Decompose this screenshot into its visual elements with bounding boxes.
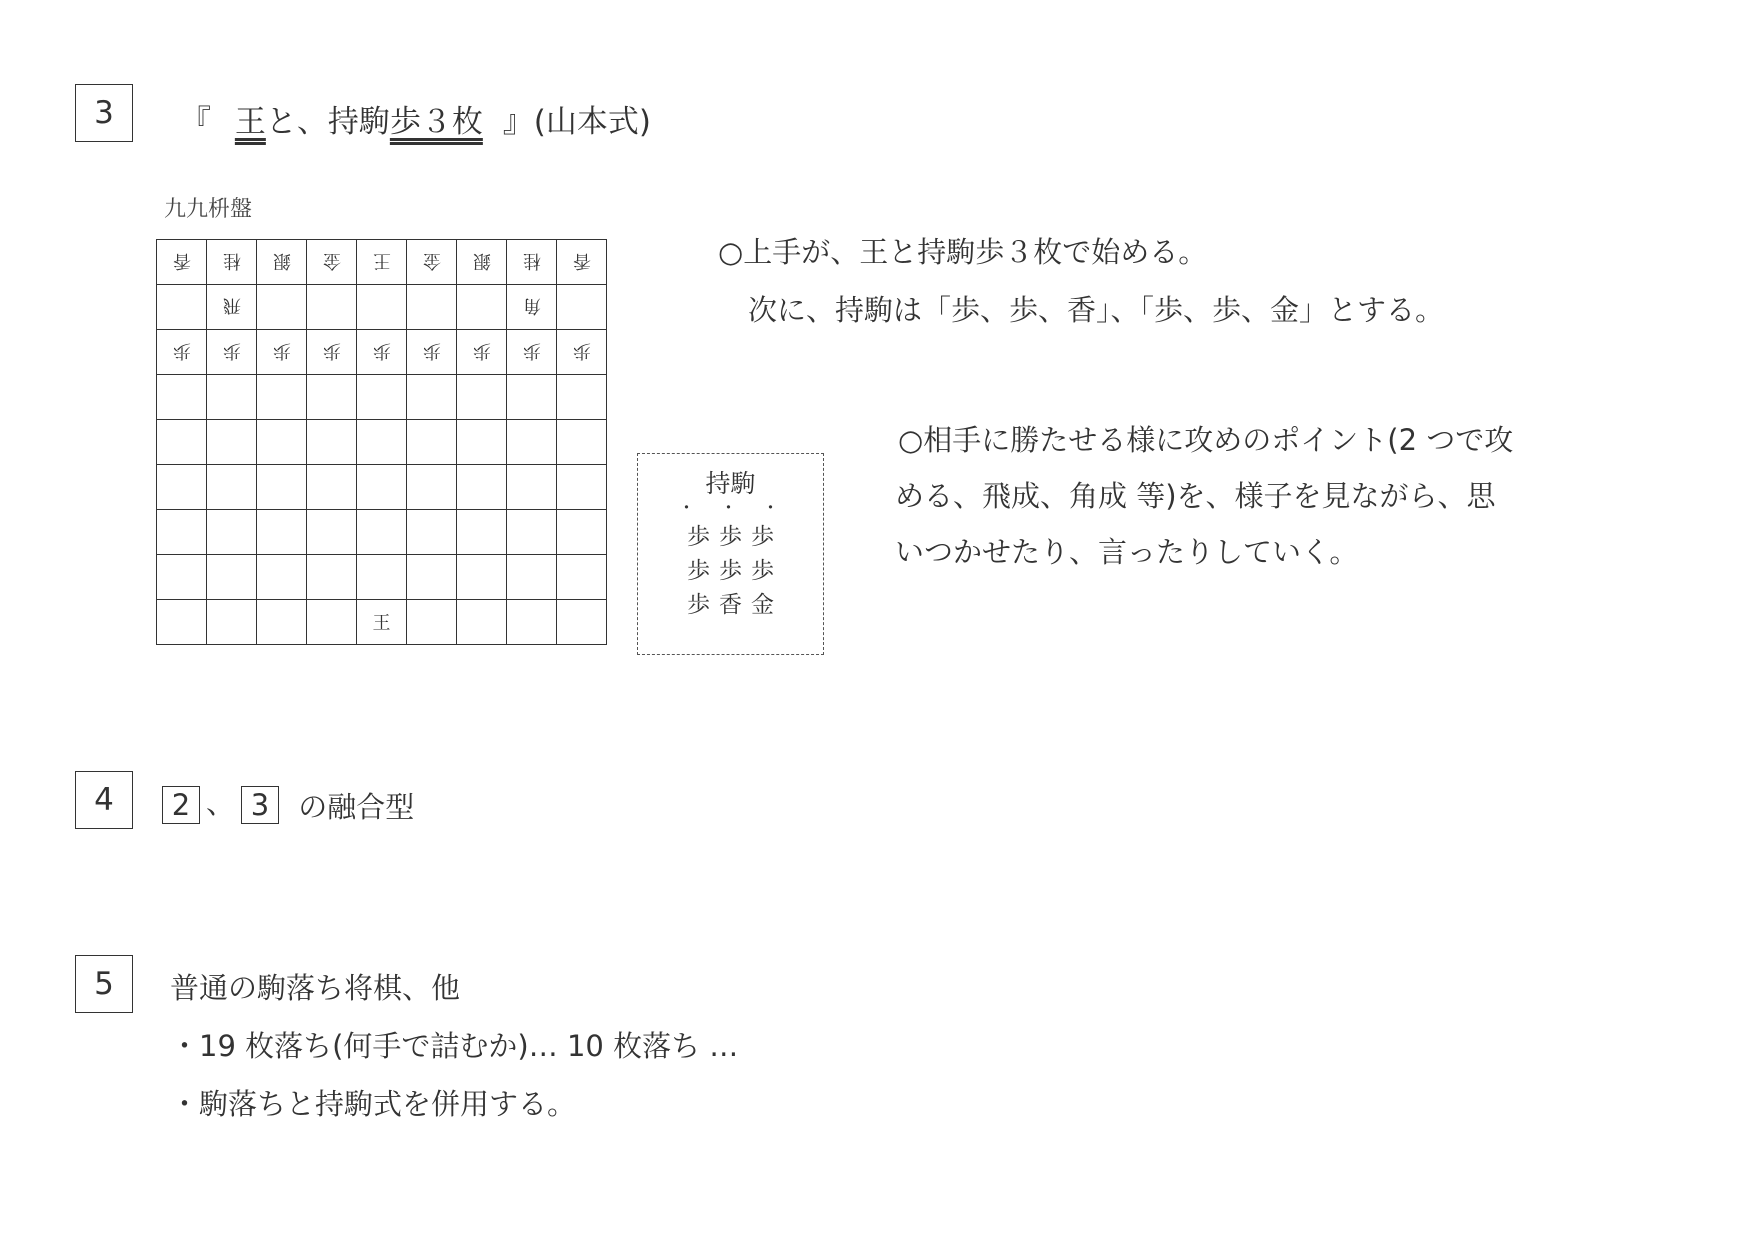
board-piece: 歩 — [422, 340, 441, 361]
board-row — [157, 375, 607, 420]
board-row — [157, 555, 607, 600]
board-cell — [157, 240, 207, 285]
title-pawns: 歩３枚 — [389, 104, 483, 140]
note-2-line-3: いつかせたり、言ったりしていく。 — [895, 535, 1359, 569]
board-cell — [357, 330, 407, 375]
hand-row-2: 歩歩歩 — [687, 558, 783, 584]
section-5-number: 5 — [75, 955, 133, 1013]
board-cell — [557, 330, 607, 375]
board-cell — [407, 375, 457, 420]
board-cell — [357, 285, 407, 330]
board-cell — [257, 285, 307, 330]
board-cell — [507, 600, 557, 645]
board-piece: 銀 — [272, 250, 291, 271]
board-row — [157, 465, 607, 510]
board-row — [157, 510, 607, 555]
board-cell — [307, 285, 357, 330]
board-cell — [307, 555, 357, 600]
board-cell — [507, 240, 557, 285]
title-close: 』(山本式) — [502, 104, 651, 140]
board-cell — [507, 420, 557, 465]
board-cell — [457, 330, 507, 375]
ref-separator: 、 — [206, 786, 236, 820]
board-cell — [557, 240, 607, 285]
section-4-number: 4 — [75, 771, 133, 829]
board-cell — [307, 600, 357, 645]
board-piece: 飛 — [222, 295, 241, 316]
board-cell — [307, 375, 357, 420]
board-piece: 歩 — [222, 340, 241, 361]
board-cell — [557, 555, 607, 600]
board-cell — [307, 510, 357, 555]
board-cell — [457, 510, 507, 555]
board-cell — [507, 555, 557, 600]
note-2-line-2: める、飛成、角成 等)を、様子を見ながら、思 — [895, 479, 1496, 513]
hand-dots: ・・・ — [677, 498, 804, 519]
board-cell — [357, 555, 407, 600]
title-open-bracket: 『 — [180, 104, 211, 140]
board-cell — [257, 555, 307, 600]
board-cell — [157, 375, 207, 420]
board-cell — [307, 330, 357, 375]
board-cell — [507, 330, 557, 375]
board-piece: 歩 — [272, 340, 291, 361]
board-cell — [407, 330, 457, 375]
board-cell — [207, 375, 257, 420]
board-cell — [157, 465, 207, 510]
board-cell — [507, 285, 557, 330]
board-cell — [557, 465, 607, 510]
title-mid: と、持駒 — [265, 104, 390, 140]
board-cell — [457, 420, 507, 465]
board-cell — [457, 465, 507, 510]
note-2-line-1: ○相手に勝たせる様に攻めのポイント(2 つで攻 — [898, 423, 1514, 457]
section-4-text: の融合型 — [298, 789, 415, 824]
board-cell — [207, 465, 257, 510]
board-piece: 桂 — [522, 250, 541, 271]
board-cell — [407, 240, 457, 285]
board-cell — [257, 375, 307, 420]
board-cell — [407, 555, 457, 600]
board-row — [157, 240, 607, 285]
section-5-line-3: ・駒落ちと持駒式を併用する。 — [170, 1087, 577, 1121]
ref-box-3: 3 — [241, 786, 279, 824]
board-piece: 王 — [372, 613, 391, 634]
board-cell — [507, 465, 557, 510]
board-cell — [207, 555, 257, 600]
note-1-line-1: ○上手が、王と持駒歩３枚で始める。 — [718, 235, 1208, 269]
board-piece: 歩 — [322, 340, 341, 361]
board-cell — [357, 240, 407, 285]
board-cell — [457, 555, 507, 600]
board-piece: 金 — [422, 250, 441, 271]
board-piece: 銀 — [472, 250, 491, 271]
board-cell — [557, 285, 607, 330]
board-piece: 歩 — [172, 340, 191, 361]
board-cell — [207, 600, 257, 645]
board-cell — [557, 375, 607, 420]
board-cell — [307, 465, 357, 510]
board-piece: 歩 — [372, 340, 391, 361]
board-piece: 角 — [522, 295, 541, 316]
board-cell — [157, 420, 207, 465]
board-cell — [207, 510, 257, 555]
board-cell — [357, 465, 407, 510]
board-row — [157, 285, 607, 330]
board-cell — [357, 600, 407, 645]
board-cell — [257, 330, 307, 375]
board-cell — [407, 465, 457, 510]
board-cell — [257, 240, 307, 285]
board-cell — [457, 285, 507, 330]
board-piece: 王 — [372, 250, 391, 271]
board-cell — [207, 240, 257, 285]
board-row — [157, 420, 607, 465]
board-cell — [407, 285, 457, 330]
board-cell — [407, 600, 457, 645]
board-cell — [157, 285, 207, 330]
section-3-title — [180, 96, 651, 141]
note-1-line-2: 次に、持駒は「歩、歩、香」、「歩、歩、金」とする。 — [748, 293, 1445, 327]
section-5-line-1: 普通の駒落ち将棋、他 — [170, 971, 461, 1005]
board-cell — [357, 420, 407, 465]
board-cell — [507, 375, 557, 420]
title-king: 王 — [234, 104, 266, 140]
board-cell — [507, 510, 557, 555]
board-cell — [457, 600, 507, 645]
board-cell — [207, 330, 257, 375]
board-cell — [157, 555, 207, 600]
board-cell — [557, 510, 607, 555]
hand-title: 持駒 — [705, 469, 756, 498]
board-cell — [257, 510, 307, 555]
hand-row-3: 歩香金 — [687, 592, 783, 618]
board-cell — [557, 600, 607, 645]
section-3-number: 3 — [75, 84, 133, 142]
board-piece: 歩 — [472, 340, 491, 361]
board-cell — [457, 375, 507, 420]
captured-pieces-box — [637, 453, 824, 655]
board-piece: 歩 — [522, 340, 541, 361]
board-piece: 金 — [322, 250, 341, 271]
board-row — [157, 600, 607, 645]
board-cell — [207, 285, 257, 330]
board-cell — [207, 420, 257, 465]
board-cell — [357, 510, 407, 555]
board-cell — [257, 420, 307, 465]
board-cell — [357, 375, 407, 420]
board-cell — [157, 510, 207, 555]
board-cell — [407, 510, 457, 555]
board-row — [157, 330, 607, 375]
board-cell — [157, 330, 207, 375]
section-4-line — [162, 781, 414, 826]
board-cell — [457, 240, 507, 285]
board-piece: 桂 — [222, 250, 241, 271]
board-cell — [157, 600, 207, 645]
board-piece: 香 — [572, 250, 591, 271]
ref-box-2: 2 — [162, 786, 200, 824]
hand-row-1: 歩歩歩 — [687, 524, 783, 550]
board-cell — [257, 600, 307, 645]
section-5-line-2: ・19 枚落ち(何手で詰むか)… 10 枚落ち … — [170, 1029, 739, 1063]
board-cell — [557, 420, 607, 465]
shogi-board — [156, 239, 607, 645]
board-piece: 歩 — [572, 340, 591, 361]
board-cell — [307, 240, 357, 285]
board-label: 九九枡盤 — [164, 197, 253, 222]
board-cell — [407, 420, 457, 465]
board-cell — [307, 420, 357, 465]
board-piece: 香 — [172, 250, 191, 271]
board-cell — [257, 465, 307, 510]
